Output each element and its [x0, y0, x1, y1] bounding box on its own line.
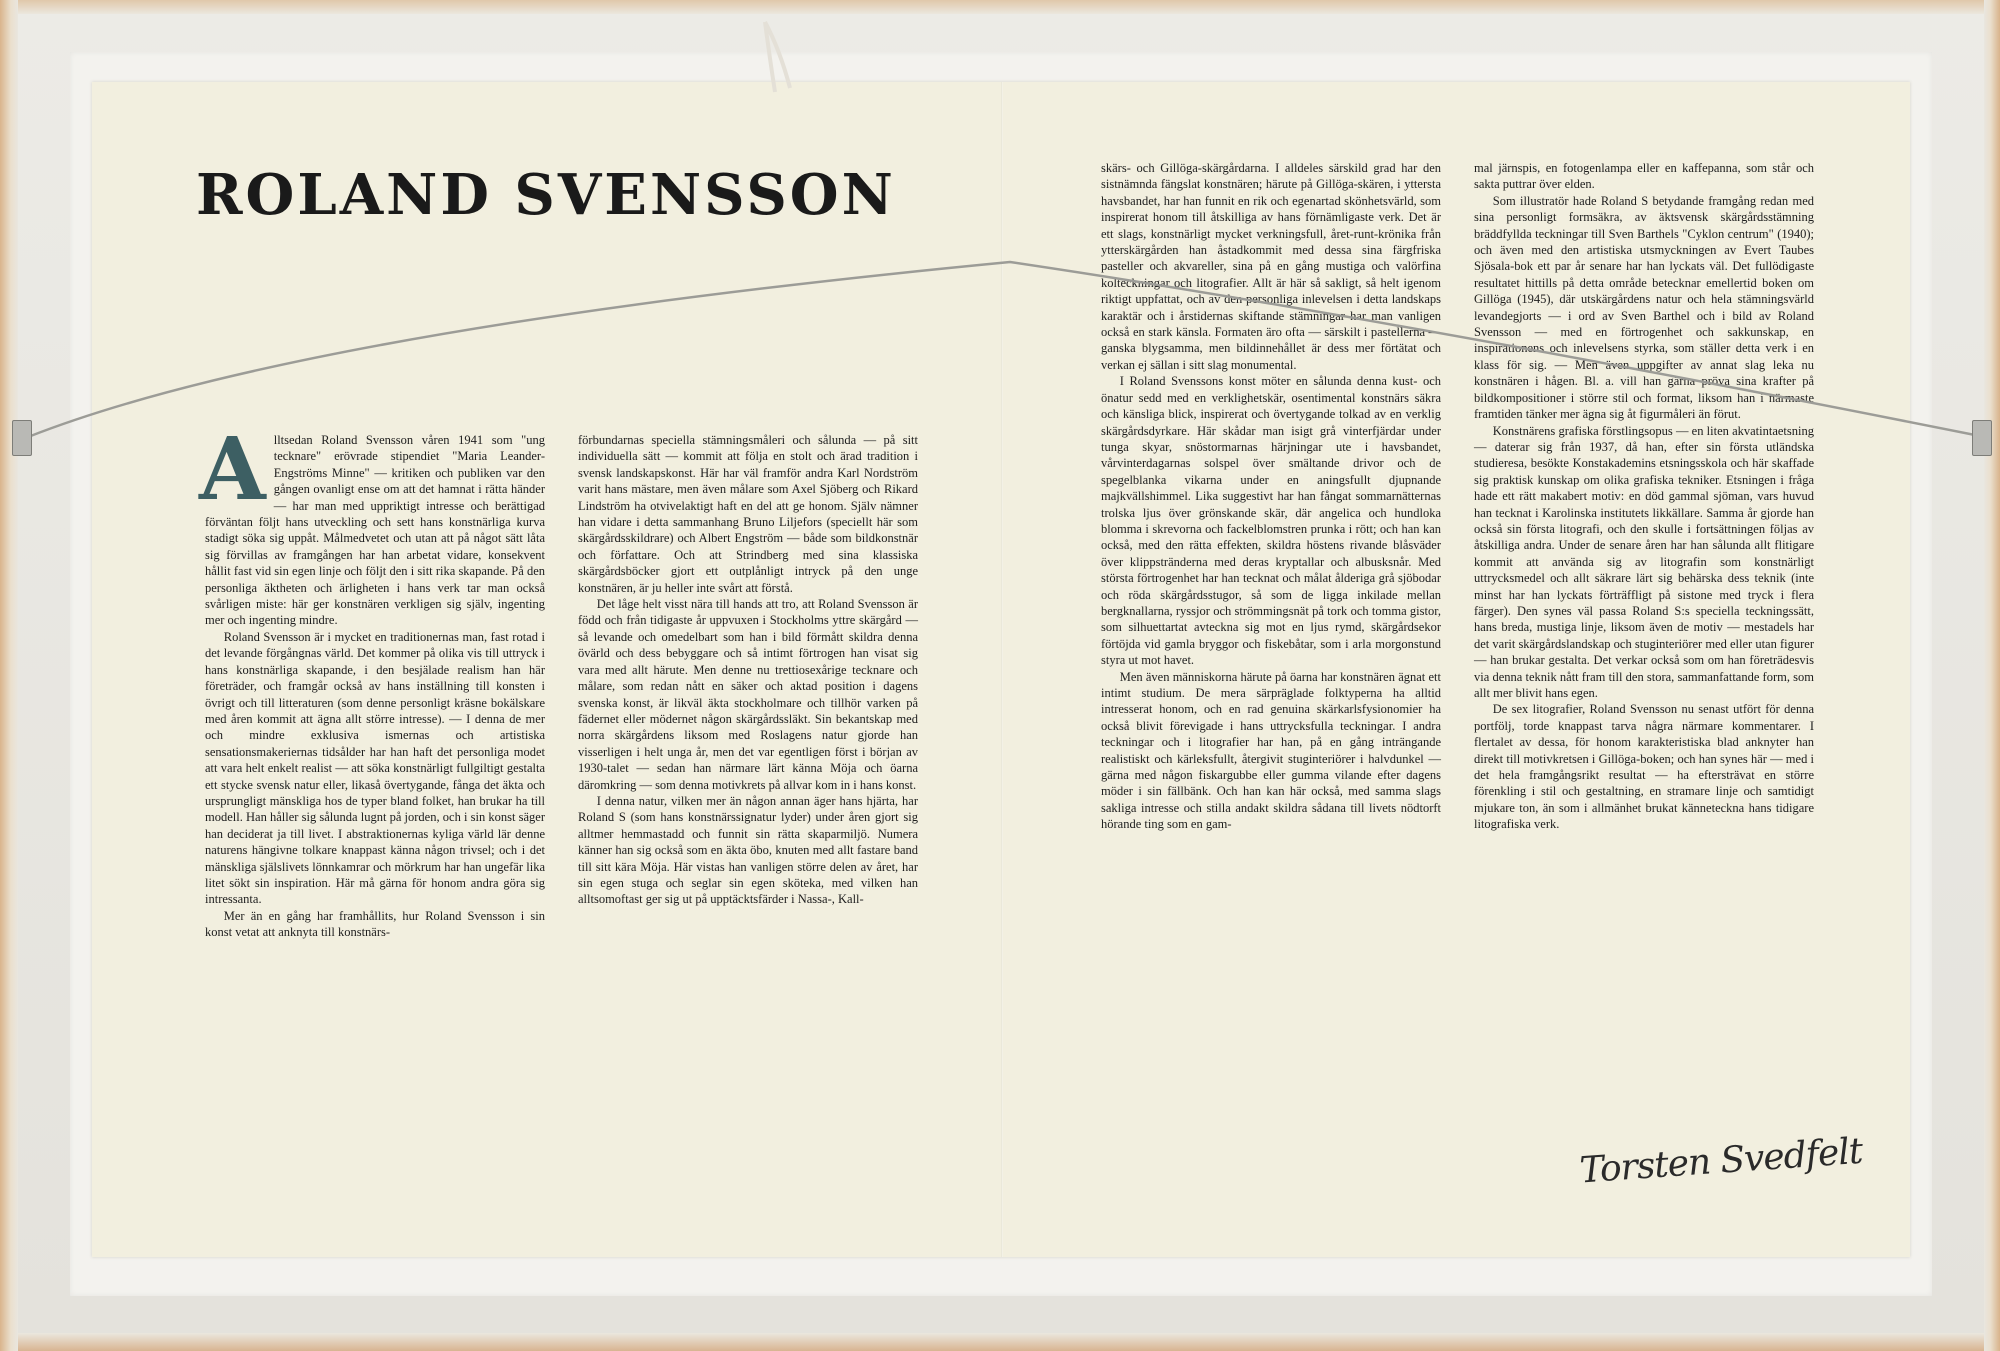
text-column-2: [578, 432, 918, 1132]
paragraph: Som illustratör hade Roland S betydande framgång redan med sina personligt formsäkra, av äktsvensk skärgårdsstämning bräddfyllda teckningar till Sven Barthels "Cyklon centrum" (1940); och även med den artistiska utsmyckningen av Evert Taubes Sjösala-bok ett par år senare har han lyckats väl. Det fullödigaste resultatet hittills på detta område betecknar emellertid boken om Gillöga (1945), där utskärgårdens natur och hela stämningsvärld levandegjorts — i ord av Sven Barthel och i bild av Roland Svensson — med en förtrogenhet och sakkunskap, en inspirationens och inlevelsens styrka, som ställer detta verk i en klass för sig. — Men även uppgifter av annat slag leka nu konstnären i hågen. Bl. a. vill han gärna pröva sina krafter på bildkompositioner i större stil och format, liksom han i närmaste framtiden tänker mer ägna sig åt figurmåleri än förut.: [1474, 193, 1814, 422]
drop-cap: A: [199, 419, 266, 520]
paragraph-text: lltsedan Roland Svensson våren 1941 som "ung tecknare" erövrade stipendiet "Maria Leander-Engströms Minne" — kritiken och publiken var den gången ovanligt ense om att det hamnat i rätta händer — har man med uppriktigt intresse och berättigad förväntan följt hans utveckling och sett hans konstnärliga kurva stadigt söka sig uppåt. Målmedvetet och utan att på något sätt låta sig förvillas av framgången har han arbetat vidare, konsekvent hållit fast vid sin egen linje och följt den i sitt rika skapande. På den personliga äktheten och ärligheten i hans verk tar man också svårligen miste: här ger konstnären verkligen sig själv, ingenting mer och ingenting mindre.: [205, 433, 545, 628]
paragraph: Men även människorna härute på öarna har konstnären ägnat ett intimt studium. De mera särpräglade folktyperna ha alltid intresserat honom, och en rad genuina skärkarlsfysionomier ha också blivit förevigade i hans uttrycksfulla teckningar. I andra teckningar och i litografier har han, på en gång inträngande realistiskt och kärleksfullt, återgivit stuginteriörer i halvdunkel — gärna med någon fiskargubbe eller gumma vilande efter dagens möder i sin fällbänk. Och han kan här också, med samma slags sakliga intresse och stilla andakt skildra sådana till livets nödtorft hörande ting som en gam-: [1101, 669, 1441, 832]
paragraph: Konstnärens grafiska förstlingsopus — en liten akvatintaetsning — daterar sig från 1937, då han, efter sin första utländska studieresa, besökte Konstakademins etsningsskola och här skaffade sig praktisk kunskap om olika grafiska tekniker. Etsningen i fråga hade ett rätt makabert motiv: en död gammal sjöman, vars huvud han tecknat i Karolinska institutets likkällare. Samma år gjorde han också sin första litografi, och den skulle i fortsättningen följas av åtskilliga andra. Under de senare åren har han sålunda allt flitigare kommit att använda sig av litografin som konstnärligt uttrycksmedel och allt säkrare lärt sig behärska dess teknik (inte minst har han lyckats förträffligt på sistone med tryck i flera färger). Den synes väl passa Roland S:s speciella teckningssätt, hans breda, mustiga linje, liksom även de motiv — mestadels har det varit skärgårdslandskap och stuginteriörer med eller utan figurer — han brukar gestalta. Det verkar också som om han företrädesvis via denna teknik nått fram till den stora, sammanfattande form, som allt mer blivit hans egen.: [1474, 423, 1814, 700]
paragraph: De sex litografier, Roland Svensson nu senast utfört för denna portfölj, torde knappast tarva några närmare kommentarer. I flertalet av dessa, för honom karakteristiska blad anknyter han direkt till motivkretsen i Gillöga-boken; och han synes här — med i det hela framgångsrikt resultat — ha eftersträvat en större förenkling i stil och gestaltning, en stramare linje och samtidigt mjukare ton, än som i allmänhet brukat känneteckna hans tidigare litografiska verk.: [1474, 702, 1814, 832]
paragraph: I Roland Svenssons konst möter en sålunda denna kust- och önatur sedd med en verklighetskär, osentimental konstnärs säkra och känsliga blick, inspirerat och övertygande tolkad av en verklig skärgårdsdyrkare. Här skådar man isigt grå vinterfjärdar under tunga skyar, snöstormarnas härjningar ute i havsbandet, vårvinterdagarnas solspel över smältande drivor och de spegelblanka vikarna under en aningsfullt djupnande majkvällshimmel. Lika suggestivt har han fångat sommarnätternas trolska ljus över grönskande skär, där angelica och hundloka blomma i skrevorna och fackelblomstren prunka i rött; och han kan också, med den rätta effekten, skildra höstens rivande blåsväder över klippstränderna med deras kryptallar och albusksnår. Med största förtrogenhet har han tecknat och målat ålderiga grå sjöbodar och röda skärgårdsstugor, så som de ligga inkilade mellan bergknallarna, ryssjor och strömmingsnät på tork och tomma gistor, som silhuettartat avteckna sig mot en ljus rymd, skärgårdsekor förtöjda vid gamla bryggor och fiskebåtar, som i arla morgonstund styra ut mot havet.: [1101, 374, 1441, 668]
wall-hook-left: [12, 420, 32, 456]
frame-edge-left: [0, 0, 18, 1351]
article-title: ROLAND SVENSSON: [196, 162, 896, 228]
paragraph: [199, 419, 545, 629]
wall-hook-right: [1972, 420, 1992, 456]
paragraph: Det låge helt visst nära till hands att tro, att Roland Svensson är född och från tidigaste år uppvuxen i Stockholms yttre skärgård — så levande och omedelbart som han i bild förmått skildra denna övärld och dess bebyggare och så intimt förtrogen han visat sig vara med allt härute. Men denne nu trettiosexårige tecknare och målare, som redan nått en säker och aktad position i dagens svenska konst, är likväl äkta stockholmare och tillhör varken på fädernet eller mödernet någon skärgårdssläkt. Sin bekantskap med norra skärgårdens liksom med Roslagens natur gjorde han visserligen i helt unga år, men det var egentligen först i början av 1930-talet — sedan han närmare lärt känna Möja och öarna däromkring — som denna motivkrets på allvar kom in i hans konst.: [578, 597, 918, 792]
text-column-1: [199, 419, 545, 1132]
paragraph: Mer än en gång har framhållits, hur Roland Svensson i sin konst vetat att anknyta till konstnärs-: [205, 908, 545, 940]
text-column-3: [1101, 160, 1441, 1140]
frame-edge-top: [0, 0, 2000, 14]
paragraph: förbundarnas speciella stämningsmåleri och sålunda — på sitt individuella sätt — kommit att följa en stolt och ärad tradition i svensk landskapskonst. Här har väl framför andra Karl Nordström varit hans mästare, men även målare som Axel Sjöberg och Rikard Lindström ha otvivelaktigt haft en del att ge honom. Själv nämner han vidare i detta sammanhang Bruno Liljefors (speciellt här som skärgårdsskildrare) och Albert Engström — både som bildkonstnär och författare. Och att Strindberg med sina klassiska skärgårdsböcker gjort ett outplånligt intryck på den unge konstnären, är ju heller inte svårt att förstå.: [578, 433, 918, 595]
paragraph: I denna natur, vilken mer än någon annan äger hans hjärta, har Roland S (som hans konstnärssignatur lyder) under åren gjort sig alltmer hemmastadd och funnit sin rätta skaparmiljö. Numera känner han sig också som en äkta öbo, knuten med allt fastare band till sitt kära Möja. Här vistas han vanligen större delen av året, har sin egen stuga och seglar sin egen sköteka, med vilken han alltsomoftast ger sig ut på upptäcktsfärder i Nassa-, Kall-: [578, 793, 918, 907]
handwritten-signature: Torsten Svedfelt: [1578, 1130, 1864, 1192]
paragraph: Roland Svensson är i mycket en traditionernas man, fast rotad i det levande förgångnas värld. Det kommer på olika vis till uttryck i hans konstnärliga skapande, i den besjälade realism han här företräder, och framgår också av hans inställning till konsten i övrigt och till litteraturen (som denne personligt kräsne bokälskare med åren kommit att ägna allt större intresse). — I denna de mer och mindre exklusiva ismernas och artistiska sensationsmakeriernas tidsålder har han haft det personliga modet att vara helt enkelt realist — att söka konstnärligt fullgiltigt gestalta ett stycke svensk natur eller, likaså övertygande, fånga det äkta och ursprungligt mänskliga hos de typer bland folket, han brukar ha till modell. Han håller sig sålunda lugnt på jorden, och i sin konst säger han deciderat ja till livet. I abstraktionernas kyliga värld lär denne naturens hängivne tolkare knappast känna någon trivsel; och i det mänskliga själslivets lönnkamrar och mörkrum har han ungefär lika litet sökt sin inspiration. Här må gärna för honom andra göra sig intressanta.: [205, 629, 545, 907]
center-fold: [1001, 82, 1003, 1257]
text-column-4: [1474, 160, 1814, 1140]
frame-edge-bottom: [0, 1333, 2000, 1351]
frame-edge-right: [1984, 0, 2000, 1351]
paragraph: mal järnspis, en fotogenlampa eller en kaffepanna, som står och sakta puttrar över elden.: [1474, 161, 1814, 192]
paragraph: skärs- och Gillöga-skärgårdarna. I alldeles särskild grad har den sistnämnda fängslat konstnären; härute på Gillöga-skären, i yttersta havsbandet, har han funnit en rik och egenartad skönhetsvärld, som inspirerat honom till åtskilliga av hans förnämligaste verk. Det är ett slags, konstnärligt mycket verkningsfull, året-runt-krönika från ytterskärgården han åstadkommit med dessa sina färgfriska pasteller och akvareller, sina på en gång mustiga och valörfina kolteckningar och litografier. Allt är här så sakligt, så helt igenom riktigt uppfattat, och av den personliga inlevelsen i detta landskaps karaktär och i årstidernas skiftande stämningar har man vanligen också en stark känsla. Formaten äro ofta — särskilt i pastellerna — ganska blygsamma, men bildinnehållet är dess mer förtätat och verkan ej sällan i sitt slag monumental.: [1101, 161, 1441, 372]
